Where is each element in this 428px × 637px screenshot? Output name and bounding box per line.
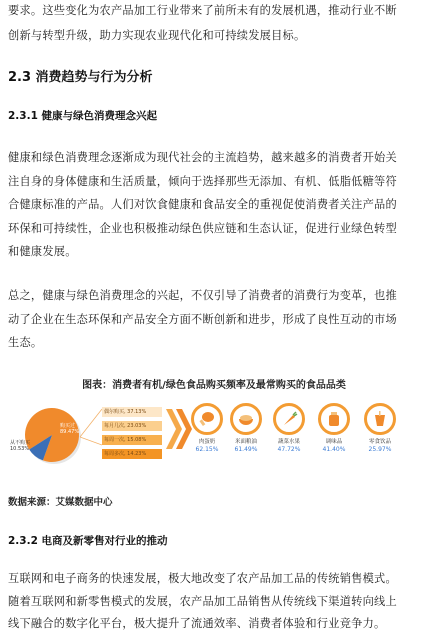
pie-slice-label: 购买过: [60, 423, 76, 429]
category-grain: [223, 403, 269, 453]
carrot-icon: [273, 403, 305, 435]
text-line: 合健康标准的产品。人们对饮食健康和食品安全的重视促使消费者关注产品的: [8, 198, 397, 211]
seasoning-bottle-icon: [318, 403, 350, 435]
figure-chart: [0, 395, 428, 475]
text-line: 创新与转型升级，助力实现农业现代化和可持续发展目标。: [8, 28, 306, 42]
category-label: 调味品: [325, 439, 343, 445]
frequency-stack: [102, 407, 162, 463]
drumstick-icon: [191, 403, 223, 435]
summary-paragraph: [8, 285, 422, 355]
text-line: 动了企业在生态环保和产品安全方面不断创新和进步，形成了良性互动的市场: [8, 312, 397, 326]
category-snacks: [357, 403, 403, 453]
category-vegetables: [266, 403, 312, 453]
text-line: 互联网和电子商务的快速发展，极大地改变了农产品加工品的传统销售模式。: [8, 572, 397, 585]
subsection-heading-health: 2.3.1 健康与绿色消费理念兴起: [8, 110, 158, 122]
category-label: 肉蛋奶: [198, 439, 216, 445]
category-value: 41.40%: [322, 446, 346, 453]
frequency-segment: 偶尔购买, 37.13%: [102, 407, 162, 417]
ecommerce-paragraph: [8, 568, 422, 636]
text-line: 注自身的身体健康和生活质量，倾向于选择那些无添加、有机、低脂低糖等符: [8, 174, 397, 188]
text-line: 和健康发展。: [8, 245, 77, 258]
intro-paragraph: [8, 0, 422, 47]
text-line: 环保和可持续性，企业也积极推动绿色供应链和生态认证，促进行业绿色转型: [8, 221, 397, 235]
frequency-segment: 每月几次, 23.03%: [102, 421, 162, 431]
text-line: 要求。这些变化为农产品加工行业带来了前所未有的发展机遇，推动行业不断: [8, 4, 397, 17]
text-line: 总之，健康与绿色消费理念的兴起，不仅引导了消费者的消费行为变革，也推: [8, 289, 397, 302]
rice-bowl-icon: [230, 403, 262, 435]
text-line: 生态。: [8, 336, 43, 349]
pie-slice-label: 从不购买: [10, 440, 31, 446]
category-label: 米面粮油: [234, 439, 257, 445]
data-source: 数据来源：艾媒数据中心: [8, 497, 113, 508]
frequency-segment: 每周多次, 14.23%: [102, 449, 162, 459]
section-heading: 2.3 消费趋势与行为分析: [8, 70, 153, 85]
pie-slice-value: 10.53%: [10, 446, 30, 452]
subsection-heading-ecommerce: 2.3.2 电商及新零售对行业的推动: [8, 535, 168, 547]
category-seasoning: [311, 403, 357, 453]
figure-title: 图表：消费者有机/绿色食品购买频率及最常购买的食品品类: [82, 380, 346, 391]
category-value: 61.49%: [234, 446, 258, 453]
frequency-segment: 每周一次, 15.08%: [102, 435, 162, 445]
text-line: 随着互联网和新零售模式的发展，农产品加工品销售从传统线下渠道转向线上: [8, 594, 397, 608]
pie-label-never: [10, 440, 30, 452]
drink-cup-icon: [364, 403, 396, 435]
pie-slice-value: 89.47%: [60, 429, 80, 435]
category-label: 蔬菜水果: [277, 439, 300, 445]
category-label: 零食饮品: [368, 439, 391, 445]
category-value: 62.15%: [195, 446, 219, 453]
text-line: 健康和绿色消费理念逐渐成为现代社会的主流趋势，越来越多的消费者开始关: [8, 151, 397, 164]
category-value: 25.97%: [368, 446, 392, 453]
text-line: 线下融合的数字化平台，极大提升了流通效率、消费者体验和行业竞争力。: [8, 617, 386, 630]
category-value: 47.72%: [277, 446, 301, 453]
health-paragraph: [8, 147, 422, 264]
